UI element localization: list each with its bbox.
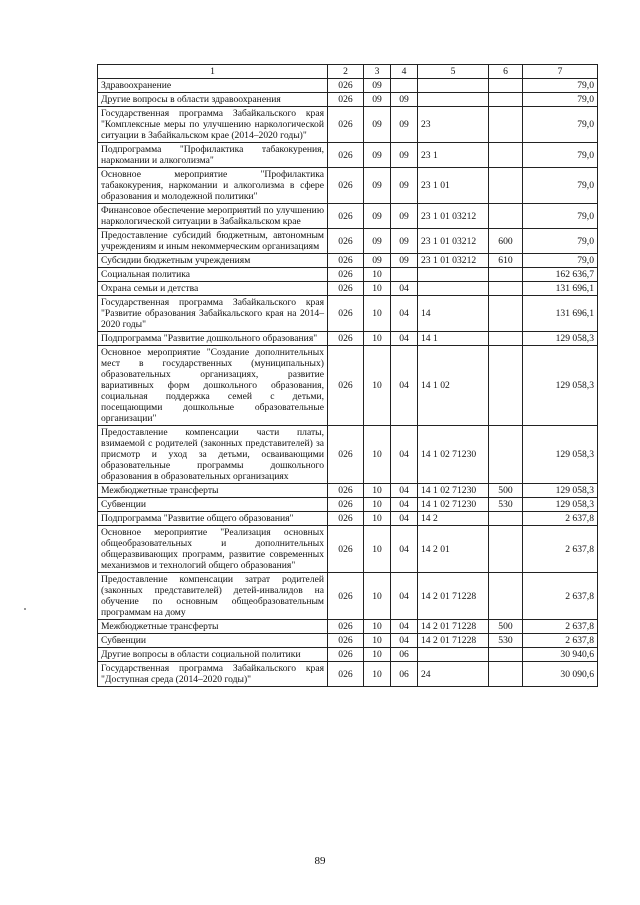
table-row [98, 662, 598, 687]
cell-name: Предоставление компенсации затрат родителей (законных представителей) детей-инвалидов на обучение по основным общеобразовательным программам на дому [98, 573, 328, 620]
cell-ministry-code: 026 [328, 204, 364, 229]
cell-ministry-code: 026 [328, 662, 364, 687]
cell-target-article [418, 268, 489, 282]
cell-ministry-code: 026 [328, 168, 364, 204]
cell-amount: 129 058,3 [523, 498, 598, 512]
cell-ministry-code: 026 [328, 79, 364, 93]
header-cell-7: 7 [523, 65, 598, 79]
cell-subsection: 04 [391, 332, 418, 346]
table-row [98, 296, 598, 332]
cell-expense-type [489, 282, 523, 296]
cell-expense-type [489, 526, 523, 573]
cell-subsection: 09 [391, 107, 418, 143]
budget-table-container [97, 64, 597, 687]
cell-ministry-code: 026 [328, 107, 364, 143]
cell-expense-type [489, 168, 523, 204]
cell-name: Межбюджетные трансферты [98, 620, 328, 634]
table-row [98, 268, 598, 282]
cell-section: 10 [364, 512, 391, 526]
cell-section: 09 [364, 93, 391, 107]
table-row [98, 79, 598, 93]
cell-amount: 79,0 [523, 107, 598, 143]
cell-amount: 2 637,8 [523, 634, 598, 648]
cell-target-article: 14 1 02 71230 [418, 498, 489, 512]
header-cell-5: 5 [418, 65, 489, 79]
cell-name: Финансовое обеспечение мероприятий по улучшению наркологической ситуации в Забайкальском крае [98, 204, 328, 229]
cell-target-article [418, 648, 489, 662]
cell-subsection: 09 [391, 254, 418, 268]
table-row [98, 634, 598, 648]
cell-expense-type: 500 [489, 620, 523, 634]
cell-target-article: 23 1 01 03212 [418, 229, 489, 254]
table-row [98, 332, 598, 346]
cell-subsection: 06 [391, 648, 418, 662]
cell-section: 10 [364, 498, 391, 512]
cell-target-article: 14 2 [418, 512, 489, 526]
cell-ministry-code: 026 [328, 426, 364, 484]
header-row [98, 65, 598, 79]
cell-name: Подпрограмма "Развитие дошкольного образования" [98, 332, 328, 346]
cell-target-article: 14 2 01 71228 [418, 634, 489, 648]
cell-section: 09 [364, 143, 391, 168]
cell-amount: 79,0 [523, 204, 598, 229]
cell-name: Охрана семьи и детства [98, 282, 328, 296]
cell-section: 10 [364, 662, 391, 687]
cell-name: Государственная программа Забайкальского края "Комплексные меры по улучшению наркологической ситуации в Забайкальском крае (2014–2020 годы)" [98, 107, 328, 143]
cell-amount: 79,0 [523, 254, 598, 268]
table-row [98, 143, 598, 168]
table-row [98, 282, 598, 296]
cell-target-article: 14 [418, 296, 489, 332]
cell-section: 10 [364, 526, 391, 573]
cell-ministry-code: 026 [328, 254, 364, 268]
cell-ministry-code: 026 [328, 143, 364, 168]
cell-section: 10 [364, 620, 391, 634]
cell-target-article [418, 79, 489, 93]
cell-name: Субсидии бюджетным учреждениям [98, 254, 328, 268]
cell-expense-type [489, 426, 523, 484]
cell-amount: 79,0 [523, 143, 598, 168]
cell-target-article: 14 2 01 [418, 526, 489, 573]
cell-section: 09 [364, 107, 391, 143]
table-row [98, 93, 598, 107]
cell-ministry-code: 026 [328, 282, 364, 296]
cell-subsection: 04 [391, 512, 418, 526]
table-row [98, 526, 598, 573]
table-row [98, 426, 598, 484]
cell-amount: 30 090,6 [523, 662, 598, 687]
cell-target-article: 14 1 02 71230 [418, 484, 489, 498]
cell-amount: 2 637,8 [523, 573, 598, 620]
cell-expense-type [489, 204, 523, 229]
cell-subsection: 06 [391, 662, 418, 687]
cell-amount: 79,0 [523, 168, 598, 204]
cell-amount: 129 058,3 [523, 484, 598, 498]
cell-subsection: 04 [391, 573, 418, 620]
cell-expense-type [489, 296, 523, 332]
budget-table [97, 64, 598, 687]
cell-ministry-code: 026 [328, 526, 364, 573]
cell-section: 10 [364, 648, 391, 662]
cell-section: 09 [364, 254, 391, 268]
cell-expense-type: 530 [489, 498, 523, 512]
cell-name: Другие вопросы в области социальной политики [98, 648, 328, 662]
cell-section: 10 [364, 282, 391, 296]
cell-ministry-code: 026 [328, 346, 364, 426]
cell-name: Здравоохранение [98, 79, 328, 93]
cell-subsection [391, 79, 418, 93]
cell-name: Межбюджетные трансферты [98, 484, 328, 498]
cell-amount: 162 636,7 [523, 268, 598, 282]
cell-target-article: 14 2 01 71228 [418, 573, 489, 620]
cell-name: Другие вопросы в области здравоохранения [98, 93, 328, 107]
cell-name: Подпрограмма "Развитие общего образования" [98, 512, 328, 526]
cell-subsection: 04 [391, 484, 418, 498]
cell-ministry-code: 026 [328, 332, 364, 346]
cell-section: 09 [364, 204, 391, 229]
table-row [98, 498, 598, 512]
cell-amount: 129 058,3 [523, 346, 598, 426]
cell-expense-type [489, 648, 523, 662]
table-row [98, 107, 598, 143]
cell-section: 10 [364, 634, 391, 648]
cell-subsection: 04 [391, 620, 418, 634]
cell-section: 09 [364, 229, 391, 254]
cell-target-article: 23 1 [418, 143, 489, 168]
cell-name: Социальная политика [98, 268, 328, 282]
cell-expense-type [489, 332, 523, 346]
cell-expense-type [489, 93, 523, 107]
cell-name: Подпрограмма "Профилактика табакокурения, наркомании и алкоголизма" [98, 143, 328, 168]
cell-name: Субвенции [98, 634, 328, 648]
cell-subsection: 09 [391, 229, 418, 254]
cell-target-article: 23 1 01 [418, 168, 489, 204]
cell-target-article: 23 1 01 03212 [418, 204, 489, 229]
cell-target-article: 14 1 02 71230 [418, 426, 489, 484]
cell-section: 10 [364, 268, 391, 282]
cell-subsection: 09 [391, 204, 418, 229]
cell-ministry-code: 026 [328, 620, 364, 634]
table-row [98, 512, 598, 526]
cell-expense-type: 500 [489, 484, 523, 498]
cell-amount: 30 940,6 [523, 648, 598, 662]
header-cell-4: 4 [391, 65, 418, 79]
table-row [98, 204, 598, 229]
cell-name: Предоставление субсидий бюджетным, автономным учреждениям и иным некоммерческим организациям [98, 229, 328, 254]
cell-ministry-code: 026 [328, 268, 364, 282]
cell-subsection: 04 [391, 426, 418, 484]
cell-amount: 131 696,1 [523, 296, 598, 332]
cell-ministry-code: 026 [328, 634, 364, 648]
cell-expense-type: 530 [489, 634, 523, 648]
cell-target-article: 24 [418, 662, 489, 687]
cell-expense-type [489, 662, 523, 687]
cell-name: Государственная программа Забайкальского края "Развитие образования Забайкальского края на 2014–2020 годы" [98, 296, 328, 332]
cell-subsection: 04 [391, 282, 418, 296]
cell-name: Государственная программа Забайкальского края "Доступная среда (2014–2020 годы)" [98, 662, 328, 687]
cell-subsection: 09 [391, 93, 418, 107]
cell-name: Основное мероприятие "Реализация основных общеобразовательных и дополнительных общеразвивающих программ, развитие современных механизмов и технологий общего образования" [98, 526, 328, 573]
cell-expense-type [489, 79, 523, 93]
cell-section: 10 [364, 573, 391, 620]
cell-amount: 2 637,8 [523, 526, 598, 573]
table-row [98, 484, 598, 498]
cell-name: Предоставление компенсации части платы, взимаемой с родителей (законных представителей) за присмотр и уход за детьми, осваивающими образовательные программы дошкольного образования в образовательных организациях [98, 426, 328, 484]
cell-name: Субвенции [98, 498, 328, 512]
cell-amount: 131 696,1 [523, 282, 598, 296]
cell-target-article: 14 1 02 [418, 346, 489, 426]
cell-amount: 2 637,8 [523, 620, 598, 634]
header-cell-3: 3 [364, 65, 391, 79]
cell-amount: 79,0 [523, 229, 598, 254]
page-number: 89 [314, 855, 326, 867]
table-body [98, 79, 598, 687]
table-row [98, 168, 598, 204]
table-row [98, 648, 598, 662]
cell-expense-type [489, 107, 523, 143]
cell-amount: 2 637,8 [523, 512, 598, 526]
scan-artifact [24, 608, 26, 610]
cell-ministry-code: 026 [328, 229, 364, 254]
cell-expense-type [489, 512, 523, 526]
cell-subsection [391, 268, 418, 282]
cell-subsection: 04 [391, 526, 418, 573]
cell-section: 10 [364, 484, 391, 498]
cell-subsection: 04 [391, 346, 418, 426]
cell-target-article: 23 [418, 107, 489, 143]
table-row [98, 254, 598, 268]
cell-target-article: 23 1 01 03212 [418, 254, 489, 268]
cell-section: 10 [364, 332, 391, 346]
cell-subsection: 09 [391, 143, 418, 168]
cell-amount: 129 058,3 [523, 332, 598, 346]
cell-section: 10 [364, 426, 391, 484]
cell-expense-type [489, 346, 523, 426]
cell-section: 10 [364, 296, 391, 332]
cell-ministry-code: 026 [328, 484, 364, 498]
cell-amount: 79,0 [523, 79, 598, 93]
table-row [98, 346, 598, 426]
cell-expense-type [489, 573, 523, 620]
cell-ministry-code: 026 [328, 296, 364, 332]
cell-expense-type: 610 [489, 254, 523, 268]
table-row [98, 229, 598, 254]
table-row [98, 573, 598, 620]
cell-amount: 129 058,3 [523, 426, 598, 484]
cell-name: Основное мероприятие "Создание дополнительных мест в государственных (муниципальных) образовательных организациях, развитие вариативных форм дошкольного образования, социальная поддержка семей с детьми, посещающими дошкольные образовательные организации" [98, 346, 328, 426]
cell-target-article: 14 2 01 71228 [418, 620, 489, 634]
cell-section: 09 [364, 168, 391, 204]
table-row [98, 620, 598, 634]
cell-expense-type [489, 268, 523, 282]
cell-section: 10 [364, 346, 391, 426]
header-cell-2: 2 [328, 65, 364, 79]
cell-ministry-code: 026 [328, 573, 364, 620]
cell-ministry-code: 026 [328, 648, 364, 662]
cell-ministry-code: 026 [328, 93, 364, 107]
cell-expense-type [489, 143, 523, 168]
cell-subsection: 04 [391, 634, 418, 648]
cell-target-article: 14 1 [418, 332, 489, 346]
cell-name: Основное мероприятие "Профилактика табакокурения, наркомании и алкоголизма в сфере образования и молодежной политики" [98, 168, 328, 204]
cell-subsection: 04 [391, 296, 418, 332]
header-cell-1: 1 [98, 65, 328, 79]
cell-subsection: 09 [391, 168, 418, 204]
cell-section: 09 [364, 79, 391, 93]
cell-expense-type: 600 [489, 229, 523, 254]
cell-subsection: 04 [391, 498, 418, 512]
cell-ministry-code: 026 [328, 498, 364, 512]
cell-amount: 79,0 [523, 93, 598, 107]
cell-ministry-code: 026 [328, 512, 364, 526]
header-cell-6: 6 [489, 65, 523, 79]
cell-target-article [418, 93, 489, 107]
cell-target-article [418, 282, 489, 296]
